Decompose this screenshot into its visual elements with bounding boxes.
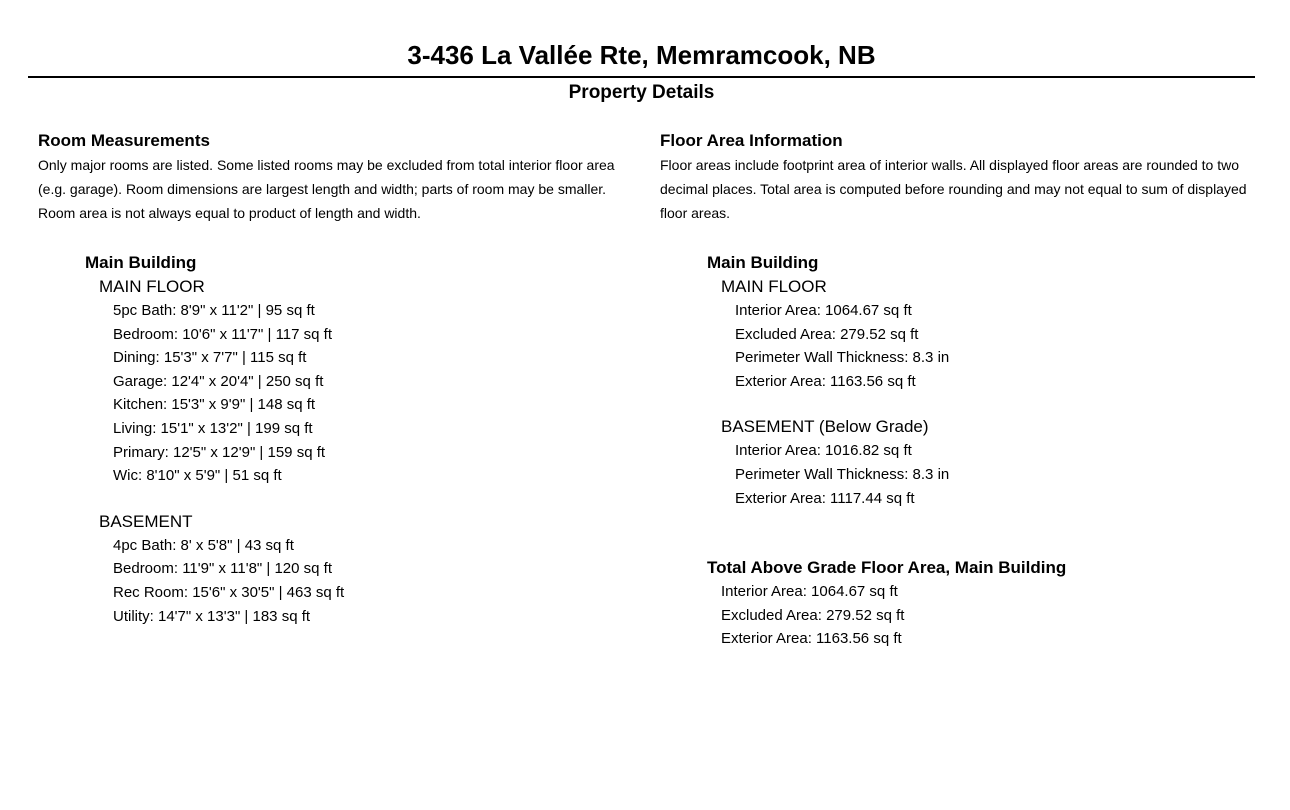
room-item: Wic: 8'10" x 5'9" | 51 sq ft — [113, 467, 282, 485]
area-line: Perimeter Wall Thickness: 8.3 in — [735, 349, 950, 367]
room-main-floor — [99, 275, 638, 488]
page-subtitle: Property Details — [568, 82, 715, 103]
area-line: Perimeter Wall Thickness: 8.3 in — [735, 465, 950, 483]
area-line: Excluded Area: 279.52 sq ft — [735, 325, 919, 343]
room-item: Utility: 14'7" x 13'3" | 183 sq ft — [113, 607, 311, 625]
room-item: Bedroom: 10'6" x 11'7" | 117 sq ft — [113, 325, 333, 343]
area-line: Exterior Area: 1117.44 sq ft — [735, 489, 915, 507]
room-item: Kitchen: 15'3" x 9'9" | 148 sq ft — [113, 396, 316, 414]
area-building-block — [707, 251, 1270, 510]
room-item: 5pc Bath: 8'9" x 11'2" | 95 sq ft — [113, 302, 315, 319]
room-item: Garage: 12'4" x 20'4" | 250 sq ft — [113, 372, 324, 390]
title-divider — [28, 76, 1255, 78]
room-basement — [99, 510, 638, 628]
room-item: 4pc Bath: 8' x 5'8" | 43 sq ft — [113, 536, 294, 554]
floor-area-heading: Floor Area Information — [660, 131, 843, 150]
area-line: Interior Area: 1016.82 sq ft — [735, 442, 912, 460]
area-basement — [721, 415, 1270, 510]
area-main-floor — [721, 275, 1270, 393]
floor-area-note: Floor areas include footprint area of interior walls. All displayed floor areas are rounded to two decimal places. Total area is computed before rounding and may not equal to sum of displayed floor areas. — [660, 157, 1247, 221]
floor-area-section — [660, 130, 1270, 651]
room-item: Primary: 12'5" x 12'9" | 159 sq ft — [113, 443, 326, 461]
total-area-heading: Total Above Grade Floor Area, Main Building — [707, 558, 1067, 578]
room-item: Living: 15'1" x 13'2" | 199 sq ft — [113, 419, 313, 437]
room-building-block — [85, 251, 638, 628]
room-measurements-note: Only major rooms are listed. Some listed rooms may be excluded from total interior floor area (e.g. garage). Room dimensions are largest length and width; parts of room may be smaller. Room area is not always equal to product of length and width. — [38, 157, 615, 221]
area-main-floor-heading: MAIN FLOOR — [721, 277, 827, 296]
total-area-line: Exterior Area: 1163.56 sq ft — [721, 630, 902, 648]
room-item: Dining: 15'3" x 7'7" | 115 sq ft — [113, 349, 307, 367]
room-building-heading: Main Building — [85, 253, 197, 272]
room-measurements-heading: Room Measurements — [38, 131, 210, 150]
area-line: Interior Area: 1064.67 sq ft — [735, 302, 912, 319]
area-basement-heading: BASEMENT (Below Grade) — [721, 417, 929, 437]
total-area-line: Excluded Area: 279.52 sq ft — [721, 606, 905, 624]
room-measurements-section — [38, 130, 638, 628]
area-line: Exterior Area: 1163.56 sq ft — [735, 372, 916, 390]
area-building-heading: Main Building — [707, 253, 819, 272]
room-item: Bedroom: 11'9" x 11'8" | 120 sq ft — [113, 560, 333, 578]
page-title: 3-436 La Vallée Rte, Memramcook, NB — [407, 40, 876, 70]
room-basement-heading: BASEMENT — [99, 511, 193, 531]
total-area-block — [707, 556, 1270, 651]
total-area-line: Interior Area: 1064.67 sq ft — [721, 583, 898, 601]
room-main-floor-heading: MAIN FLOOR — [99, 277, 205, 296]
room-item: Rec Room: 15'6" x 30'5" | 463 sq ft — [113, 583, 345, 601]
